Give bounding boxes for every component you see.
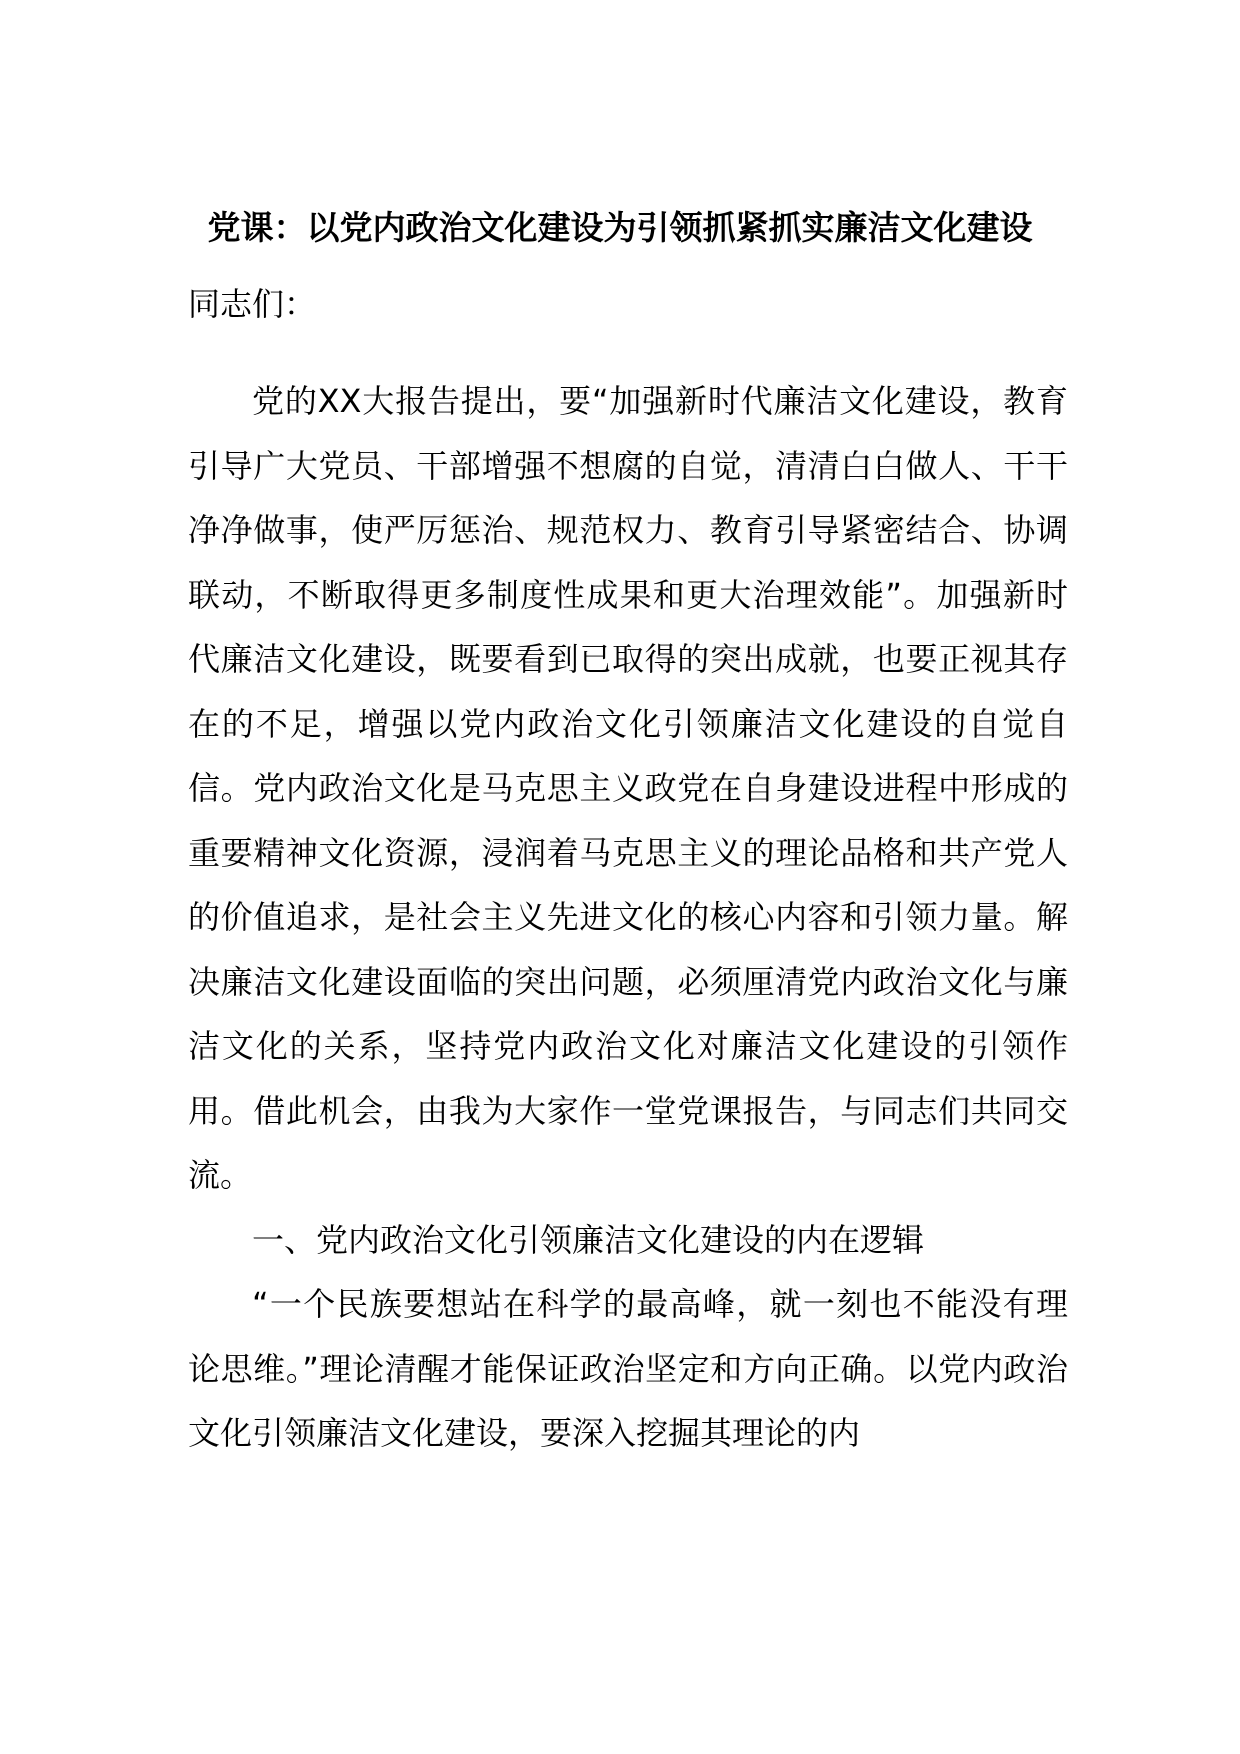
body-paragraph-intro: 党的XX大报告提出，要“加强新时代廉洁文化建设，教育引导广大党员、干部增强不想腐的自觉，清清白白做人、干干净净做事，使严厉惩治、规范权力、教育引导紧密结合、协调联动，不断取得更多制度性成果和更大治理效能”。加强新时代廉洁文化建设，既要看到已取得的突出成就，也要正视其存在的不足，增强以党内政治文化引领廉洁文化建设的自觉自信。党内政治文化是马克思主义政党在自身建设进程中形成的重要精神文化资源，浸润着马克思主义的理论品格和共产党人的价值追求，是社会主义先进文化的核心内容和引领力量。解决廉洁文化建设面临的突出问题，必须厘清党内政治文化与廉洁文化的关系，坚持党内政治文化对廉洁文化建设的引领作用。借此机会，由我为大家作一堂党课报告，与同志们共同交流。: [188, 382, 1068, 1194]
salutation: 同志们：: [188, 285, 317, 323]
body-paragraph-section-1: “一个民族要想站在科学的最高峰，就一刻也不能没有理论思维。”理论清醒才能保证政治坚定和方向正确。以党内政治文化引领廉洁文化建设，要深入挖掘其理论的内: [188, 1285, 1068, 1452]
section-heading-1: 一、党内政治文化引领廉洁文化建设的内在逻辑: [252, 1220, 925, 1259]
document-body: [188, 369, 1068, 1466]
document-title: 党课：以党内政治文化建设为引领抓紧抓实廉洁文化建设: [207, 208, 1033, 247]
